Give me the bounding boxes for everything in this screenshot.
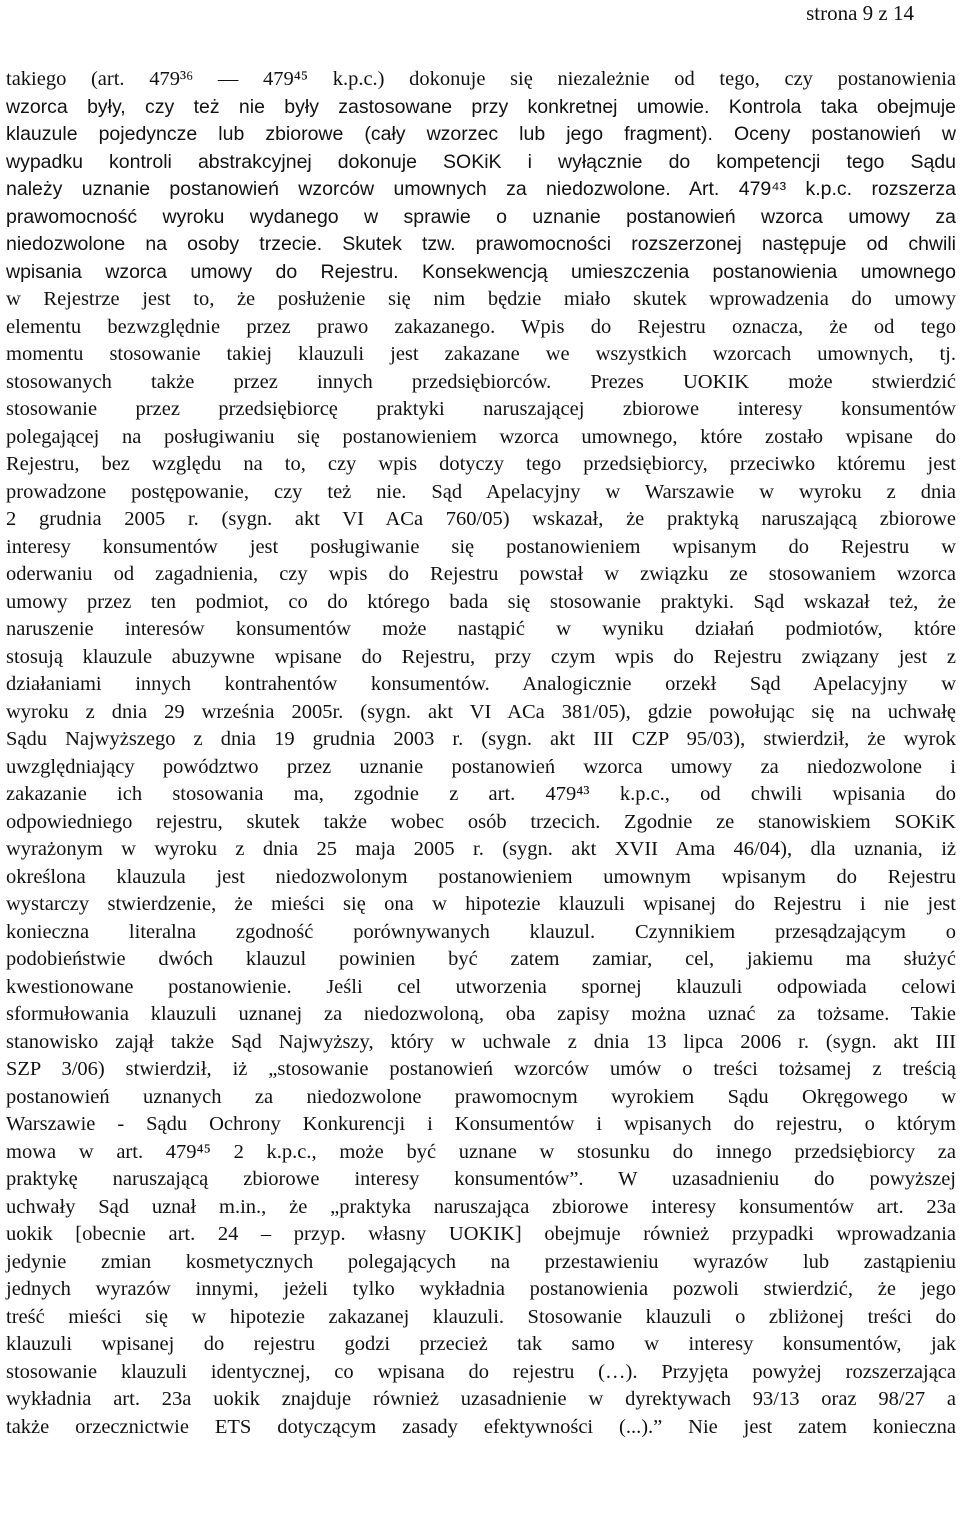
text-line — [6, 781, 956, 809]
text-line — [6, 1139, 956, 1167]
text-line-content: niedozwolone na osoby trzecie. Skutek tzw. prawomocności rozszerzonej następuje od chwili — [6, 233, 956, 255]
text-line — [6, 644, 956, 672]
text-line — [6, 369, 956, 397]
text-line-content: treść mieści się w hipotezie zakazanej klauzuli. Stosowanie klauzuli o zbliżonej treści do — [6, 1305, 956, 1328]
text-line-content: wyrażonym w wyroku z dnia 25 maja 2005 r. (sygn. akt XVII Ama 46/04), dla uznania, iż — [6, 838, 956, 860]
text-line — [6, 341, 956, 369]
text-line-content: takiego (art. 479³⁶ — 479⁴⁵ k.p.c.) dokonuje się niezależnie od tego, czy postanowienia — [6, 68, 956, 90]
text-line-content: uwzględniający powództwo przez uznanie postanowień wzorca umowy za niedozwolone i — [6, 755, 956, 778]
text-line — [6, 259, 956, 287]
text-line-content: interesy konsumentów jest posługiwanie się postanowieniem wpisanym do Rejestru w — [6, 535, 956, 558]
text-line-content: momentu stosowanie takiej klauzuli jest zakazane we wszystkich wzorcach umownych, tj. — [6, 343, 956, 365]
text-line-content: sformułowania klauzuli uznanej za niedozwoloną, oba zapisy można uznać za tożsame. Takie — [6, 1003, 956, 1025]
text-line-content: naruszenie interesów konsumentów może nastąpić w wyniku działań podmiotów, które — [6, 618, 956, 640]
text-line-content: klauzule pojedyncze lub zbiorowe (cały wzorzec lub jego fragment). Oceny postanowień w — [6, 123, 956, 145]
text-line-content: w Rejestrze jest to, że posłużenie się nim będzie miało skutek wprowadzenia do umowy — [6, 288, 956, 310]
text-line-content: uokik [obecnie art. 24 – przyp. własny UOKIK] obejmuje również przypadki wprowadzania — [6, 1223, 956, 1245]
text-line — [6, 396, 956, 424]
text-line — [6, 1276, 956, 1304]
text-line-content: postanowień uznanych za niedozwolone prawomocnym wyrokiem Sądu Okręgowego w — [6, 1085, 956, 1108]
text-line-content: wyroku z dnia 29 września 2005r. (sygn. akt VI ACa 381/05), gdzie powołując się na uchwałę — [6, 700, 956, 723]
text-line — [6, 424, 956, 452]
text-line — [6, 1194, 956, 1222]
text-line-content: praktykę naruszającą zbiorowe interesy konsumentów”. W uzasadnieniu do powyższej — [6, 1168, 956, 1190]
text-line — [6, 176, 956, 204]
text-line-content: także orzecznictwie ETS dotyczącym zasady efektywności (...).” Nie jest zatem konieczna — [6, 1415, 956, 1438]
text-line-content: wystarczy stwierdzenie, że mieści się ona w hipotezie klauzuli wpisanej do Rejestru i nie jest — [6, 893, 956, 915]
text-line-content: jedynie zmian kosmetycznych polegających na przestawieniu wyrazów lub zastąpieniu — [6, 1250, 956, 1273]
body-text — [6, 66, 956, 1441]
text-line — [6, 864, 956, 892]
text-line-content: stosowanie przez przedsiębiorcę praktyki naruszającej zbiorowe interesy konsumentów — [6, 398, 956, 420]
text-line-content: prowadzone postępowanie, czy też nie. Sąd Apelacyjny w Warszawie w wyroku z dnia — [6, 480, 956, 503]
text-line — [6, 204, 956, 232]
text-line-content: umowy przez ten podmiot, co do którego bada się stosowanie praktyki. Sąd wskazał też, że — [6, 590, 956, 613]
text-line — [6, 809, 956, 837]
text-line — [6, 726, 956, 754]
text-line — [6, 946, 956, 974]
text-line — [6, 1001, 956, 1029]
text-line — [6, 919, 956, 947]
text-line-content: stosowanych także przez innych przedsiębiorców. Prezes UOKIK może stwierdzić — [6, 370, 956, 393]
text-line-content: 2 grudnia 2005 r. (sygn. akt VI ACa 760/05) wskazał, że praktyką naruszającą zbiorowe — [6, 508, 956, 530]
text-line — [6, 1331, 956, 1359]
text-line — [6, 1359, 956, 1387]
text-line-content: odpowiedniego rejestru, skutek także wobec osób trzecich. Zgodnie ze stanowiskiem SOKiK — [6, 810, 956, 833]
text-line-content: zakazanie ich stosowania ma, zgodnie z art. 479⁴³ k.p.c., od chwili wpisania do — [6, 783, 956, 805]
text-line-content: Rejestru, bez względu na to, czy wpis dotyczy tego przedsiębiorcy, przeciwko któremu jest — [6, 453, 956, 475]
text-line-content: konieczna literalna zgodność porównywanych klauzul. Czynnikiem przesądzającym o — [6, 920, 956, 943]
text-line-content: SZP 3/06) stwierdził, iż „stosowanie postanowień wzorców umów o treści tożsamej z treścią — [6, 1058, 956, 1080]
text-line — [6, 451, 956, 479]
text-line — [6, 836, 956, 864]
text-line-content: wykładnia art. 23a uokik znajduje również uzasadnienie w dyrektywach 93/13 oraz 98/27 a — [6, 1388, 956, 1410]
text-line-content: wpisania wzorca umowy do Rejestru. Konsekwencją umieszczenia postanowienia umownego — [6, 260, 956, 283]
text-line-content: uchwały Sąd uznał m.in., że „praktyka naruszająca zbiorowe interesy konsumentów art. 23a — [6, 1195, 956, 1218]
text-line-content: jednych wyrazów innymi, jeżeli tylko wykładnia postanowienia pozwoli stwierdzić, że jego — [6, 1278, 956, 1300]
text-line-content: podobieństwie dwóch klauzul powinien być zatem zamiar, cel, jakiemu ma służyć — [6, 948, 956, 970]
text-line-content: polegającej na posługiwaniu się postanowieniem wzorca umownego, które zostało wpisane do — [6, 425, 956, 448]
text-line — [6, 891, 956, 919]
text-line-content: wzorca były, czy też nie były zastosowane przy konkretnej umowie. Kontrola taka obejmuje — [6, 95, 956, 118]
text-line — [6, 671, 956, 699]
text-line-content: określona klauzula jest niedozwolonym postanowieniem umownym wpisanym do Rejestru — [6, 865, 956, 888]
text-line-content: stosowanie klauzuli identycznej, co wpisana do rejestru (…). Przyjęta powyżej rozszerzająca — [6, 1360, 956, 1383]
text-line-content: prawomocność wyroku wydanego w sprawie o uznanie postanowień wzorca umowy za — [6, 205, 956, 228]
text-line — [6, 616, 956, 644]
text-line — [6, 1386, 956, 1414]
text-line — [6, 589, 956, 617]
text-line-content: klauzuli wpisanej do rejestru godzi przecież tak samo w interesy konsumentów, jak — [6, 1333, 956, 1355]
text-line — [6, 1304, 956, 1332]
text-line-content: stosują klauzule abuzywne wpisane do Rejestru, przy czym wpis do Rejestru związany jest z — [6, 645, 956, 668]
text-line-content: oderwaniu od zagadnienia, czy wpis do Rejestru powstał w związku ze stosowaniem wzorca — [6, 563, 956, 585]
text-line — [6, 66, 956, 94]
text-line — [6, 534, 956, 562]
text-line — [6, 1221, 956, 1249]
text-line — [6, 286, 956, 314]
text-line — [6, 1029, 956, 1057]
text-line-content: kwestionowane postanowienie. Jeśli cel utworzenia spornej klauzuli odpowiada celowi — [6, 975, 956, 998]
text-line-content: działaniami innych kontrahentów konsumentów. Analogicznie orzekł Sąd Apelacyjny w — [6, 673, 956, 695]
text-line — [6, 231, 956, 259]
text-line-content: wypadku kontroli abstrakcyjnej dokonuje SOKiK i wyłącznie do kompetencji tego Sądu — [6, 150, 956, 173]
page-number-header: strona 9 z 14 — [806, 1, 914, 25]
text-line-content: elementu bezwzględnie przez prawo zakazanego. Wpis do Rejestru oznacza, że od tego — [6, 315, 956, 338]
text-line — [6, 561, 956, 589]
text-line — [6, 699, 956, 727]
text-line-content: Sądu Najwyższego z dnia 19 grudnia 2003 r. (sygn. akt III CZP 95/03), stwierdził, że wyrok — [6, 728, 956, 750]
text-line — [6, 1414, 956, 1442]
text-line — [6, 94, 956, 122]
text-line — [6, 1111, 956, 1139]
text-line — [6, 149, 956, 177]
text-line — [6, 121, 956, 149]
text-line-content: należy uznanie postanowień wzorców umownych za niedozwolone. Art. 479⁴³ k.p.c. rozszerza — [6, 178, 956, 200]
text-line — [6, 1249, 956, 1277]
text-line — [6, 1084, 956, 1112]
text-line — [6, 506, 956, 534]
text-line-content: Warszawie - Sądu Ochrony Konkurencji i Konsumentów i wpisanych do rejestru, o którym — [6, 1113, 956, 1135]
text-line — [6, 314, 956, 342]
text-line — [6, 974, 956, 1002]
text-line — [6, 754, 956, 782]
text-line-content: stanowisko zajął także Sąd Najwyższy, który w uchwale z dnia 13 lipca 2006 r. (sygn. akt III — [6, 1030, 956, 1053]
text-line-content: mowa w art. 479⁴⁵ 2 k.p.c., może być uznane w stosunku do innego przedsiębiorcy za — [6, 1140, 956, 1163]
text-line — [6, 479, 956, 507]
text-line — [6, 1056, 956, 1084]
text-line — [6, 1166, 956, 1194]
